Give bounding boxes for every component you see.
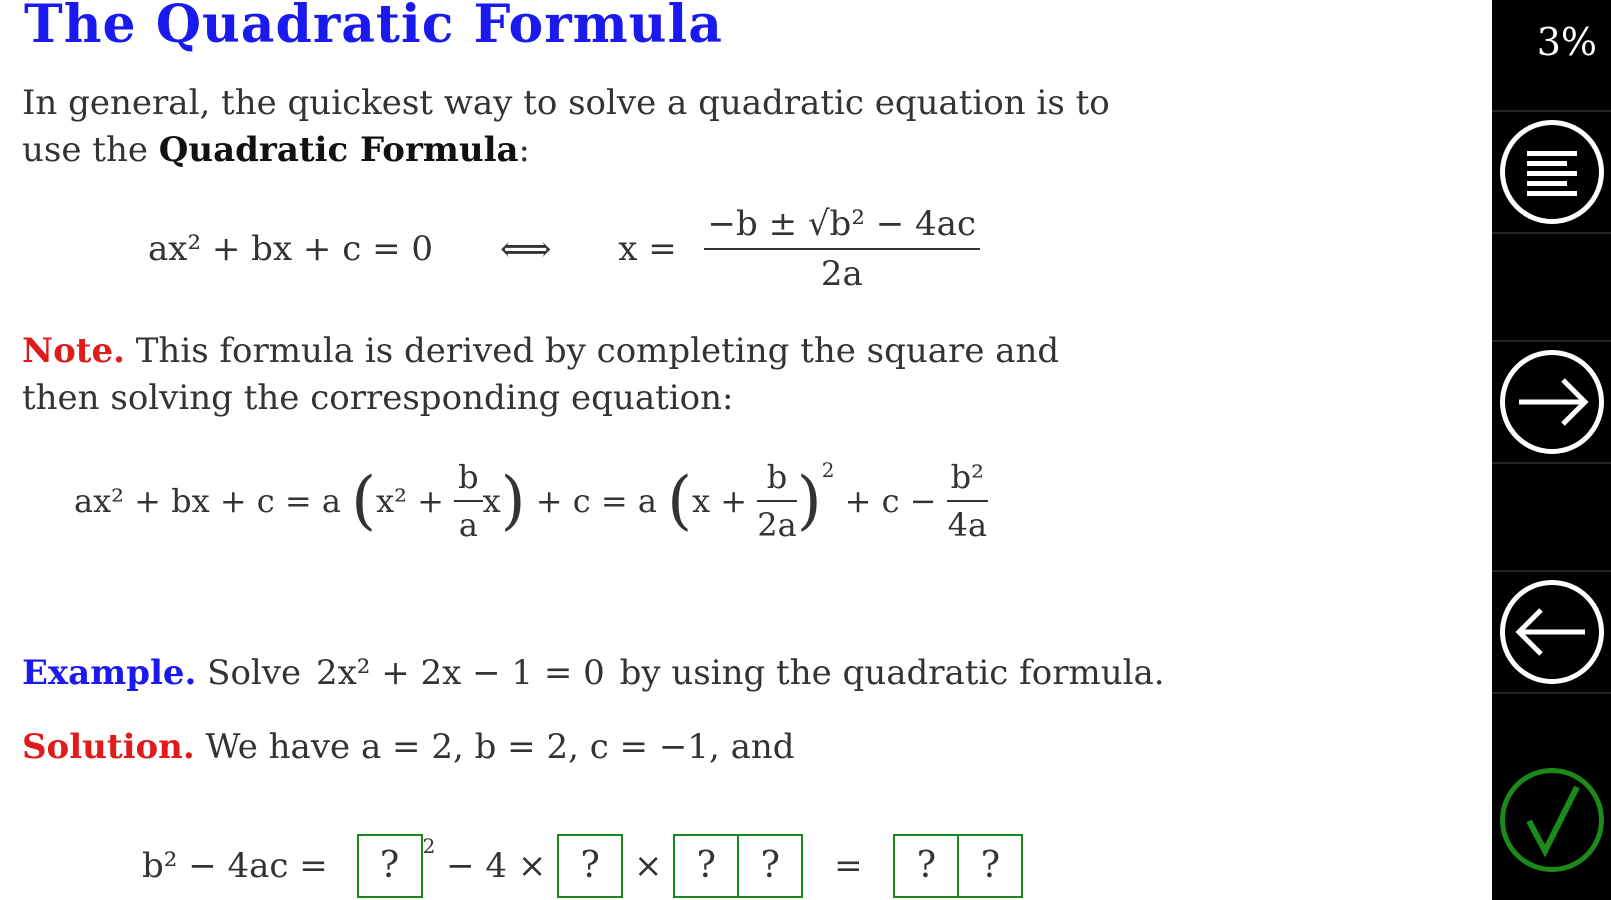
answer-box-2[interactable]: ? <box>557 834 623 898</box>
intro-paragraph <box>22 80 1142 174</box>
deriv-square: 2 <box>821 458 835 482</box>
frac-num-b: b <box>454 458 482 502</box>
deriv-tail: + c − <box>844 482 947 520</box>
frac-den-2a: 2a <box>757 506 797 544</box>
note-paragraph <box>22 328 1142 422</box>
menu-button[interactable] <box>1500 120 1604 224</box>
disc-lhs: b² − 4ac = <box>142 846 328 886</box>
formula-fraction <box>704 204 980 294</box>
disc-times: × <box>633 846 663 886</box>
deriv-inner1: x² + <box>376 482 455 520</box>
example-end: by using the quadratic formula. <box>608 653 1165 693</box>
intro-bold: Quadratic Formula <box>158 130 519 170</box>
deriv-frac-b-a <box>454 458 482 544</box>
iff-symbol: ⟺ <box>499 228 552 270</box>
deriv-frac-b-2a <box>757 458 796 544</box>
sidebar-divider <box>1492 570 1611 572</box>
example-solve: Solve <box>196 653 312 693</box>
arrow-left-icon <box>1505 585 1599 679</box>
answer-box-5[interactable]: ? <box>893 834 959 898</box>
menu-lines-icon <box>1505 125 1599 219</box>
quadratic-formula <box>148 204 980 294</box>
note-label: Note. <box>22 331 125 371</box>
solution-label: Solution. <box>22 727 195 767</box>
disc-minus-four: − 4 × <box>446 846 547 886</box>
deriv-inner1-end: x <box>482 482 501 520</box>
example-equation: 2x² + 2x − 1 = 0 <box>315 653 605 693</box>
answer-box-3[interactable]: ? <box>673 834 739 898</box>
frac-den-a: a <box>458 506 478 544</box>
deriv-inner2: x + <box>692 482 758 520</box>
solution-text: We have <box>194 727 361 767</box>
deriv-frac-b2-4a <box>947 458 988 544</box>
arrow-right-icon <box>1505 355 1599 449</box>
discriminant-row <box>142 834 1023 898</box>
answer-box-1[interactable]: ? <box>357 834 423 898</box>
intro-end: : <box>518 130 530 170</box>
answer-box-6[interactable]: ? <box>959 834 1023 898</box>
formula-left: ax² + bx + c = 0 <box>148 229 433 269</box>
navigation-sidebar <box>1492 0 1611 900</box>
frac-num-b2: b <box>757 458 796 502</box>
deriv-mid: + c = a <box>535 482 657 520</box>
sidebar-divider <box>1492 692 1611 694</box>
note-text: This formula is derived by completing the square and then solving the corresponding equation: <box>22 331 1060 418</box>
sidebar-divider <box>1492 232 1611 234</box>
completing-square-equation: ax² + bx + c = a (x² + $\frac{b}{a}$ x) + c = a (x + $\frac{b}{2a}$ )$^2$ + c − $\frac{\text{b²}}{4a}$ <box>74 458 988 544</box>
checkmark-icon <box>1505 773 1599 867</box>
intro-text: In general, the quickest way to solve a quadratic equation is to use the <box>22 83 1110 170</box>
frac-den-4a: 4a <box>947 506 988 544</box>
back-button[interactable] <box>1500 580 1604 684</box>
sidebar-divider <box>1492 110 1611 112</box>
formula-denominator: 2a <box>820 254 863 294</box>
page-title: The Quadratic Formula <box>24 0 723 55</box>
solution-and: , and <box>708 727 795 767</box>
answer-box-4[interactable]: ? <box>739 834 803 898</box>
check-answer-button[interactable] <box>1500 768 1604 872</box>
sidebar-divider <box>1492 340 1611 342</box>
formula-x-eq: x = <box>618 229 677 269</box>
sidebar-divider <box>1492 462 1611 464</box>
example-paragraph <box>22 650 1165 697</box>
disc-square: 2 <box>422 834 436 858</box>
solution-values: a = 2, b = 2, c = −1 <box>360 727 709 767</box>
deriv-lhs: ax² + bx + c = a <box>74 482 341 520</box>
disc-equals: = <box>834 846 863 886</box>
formula-numerator: −b ± √b² − 4ac <box>704 204 980 250</box>
frac-num-b2sq: b² <box>947 458 988 502</box>
next-button[interactable] <box>1500 350 1604 454</box>
example-label: Example. <box>22 653 197 693</box>
progress-percent: 3% <box>1536 20 1597 64</box>
solution-paragraph <box>22 724 1142 771</box>
